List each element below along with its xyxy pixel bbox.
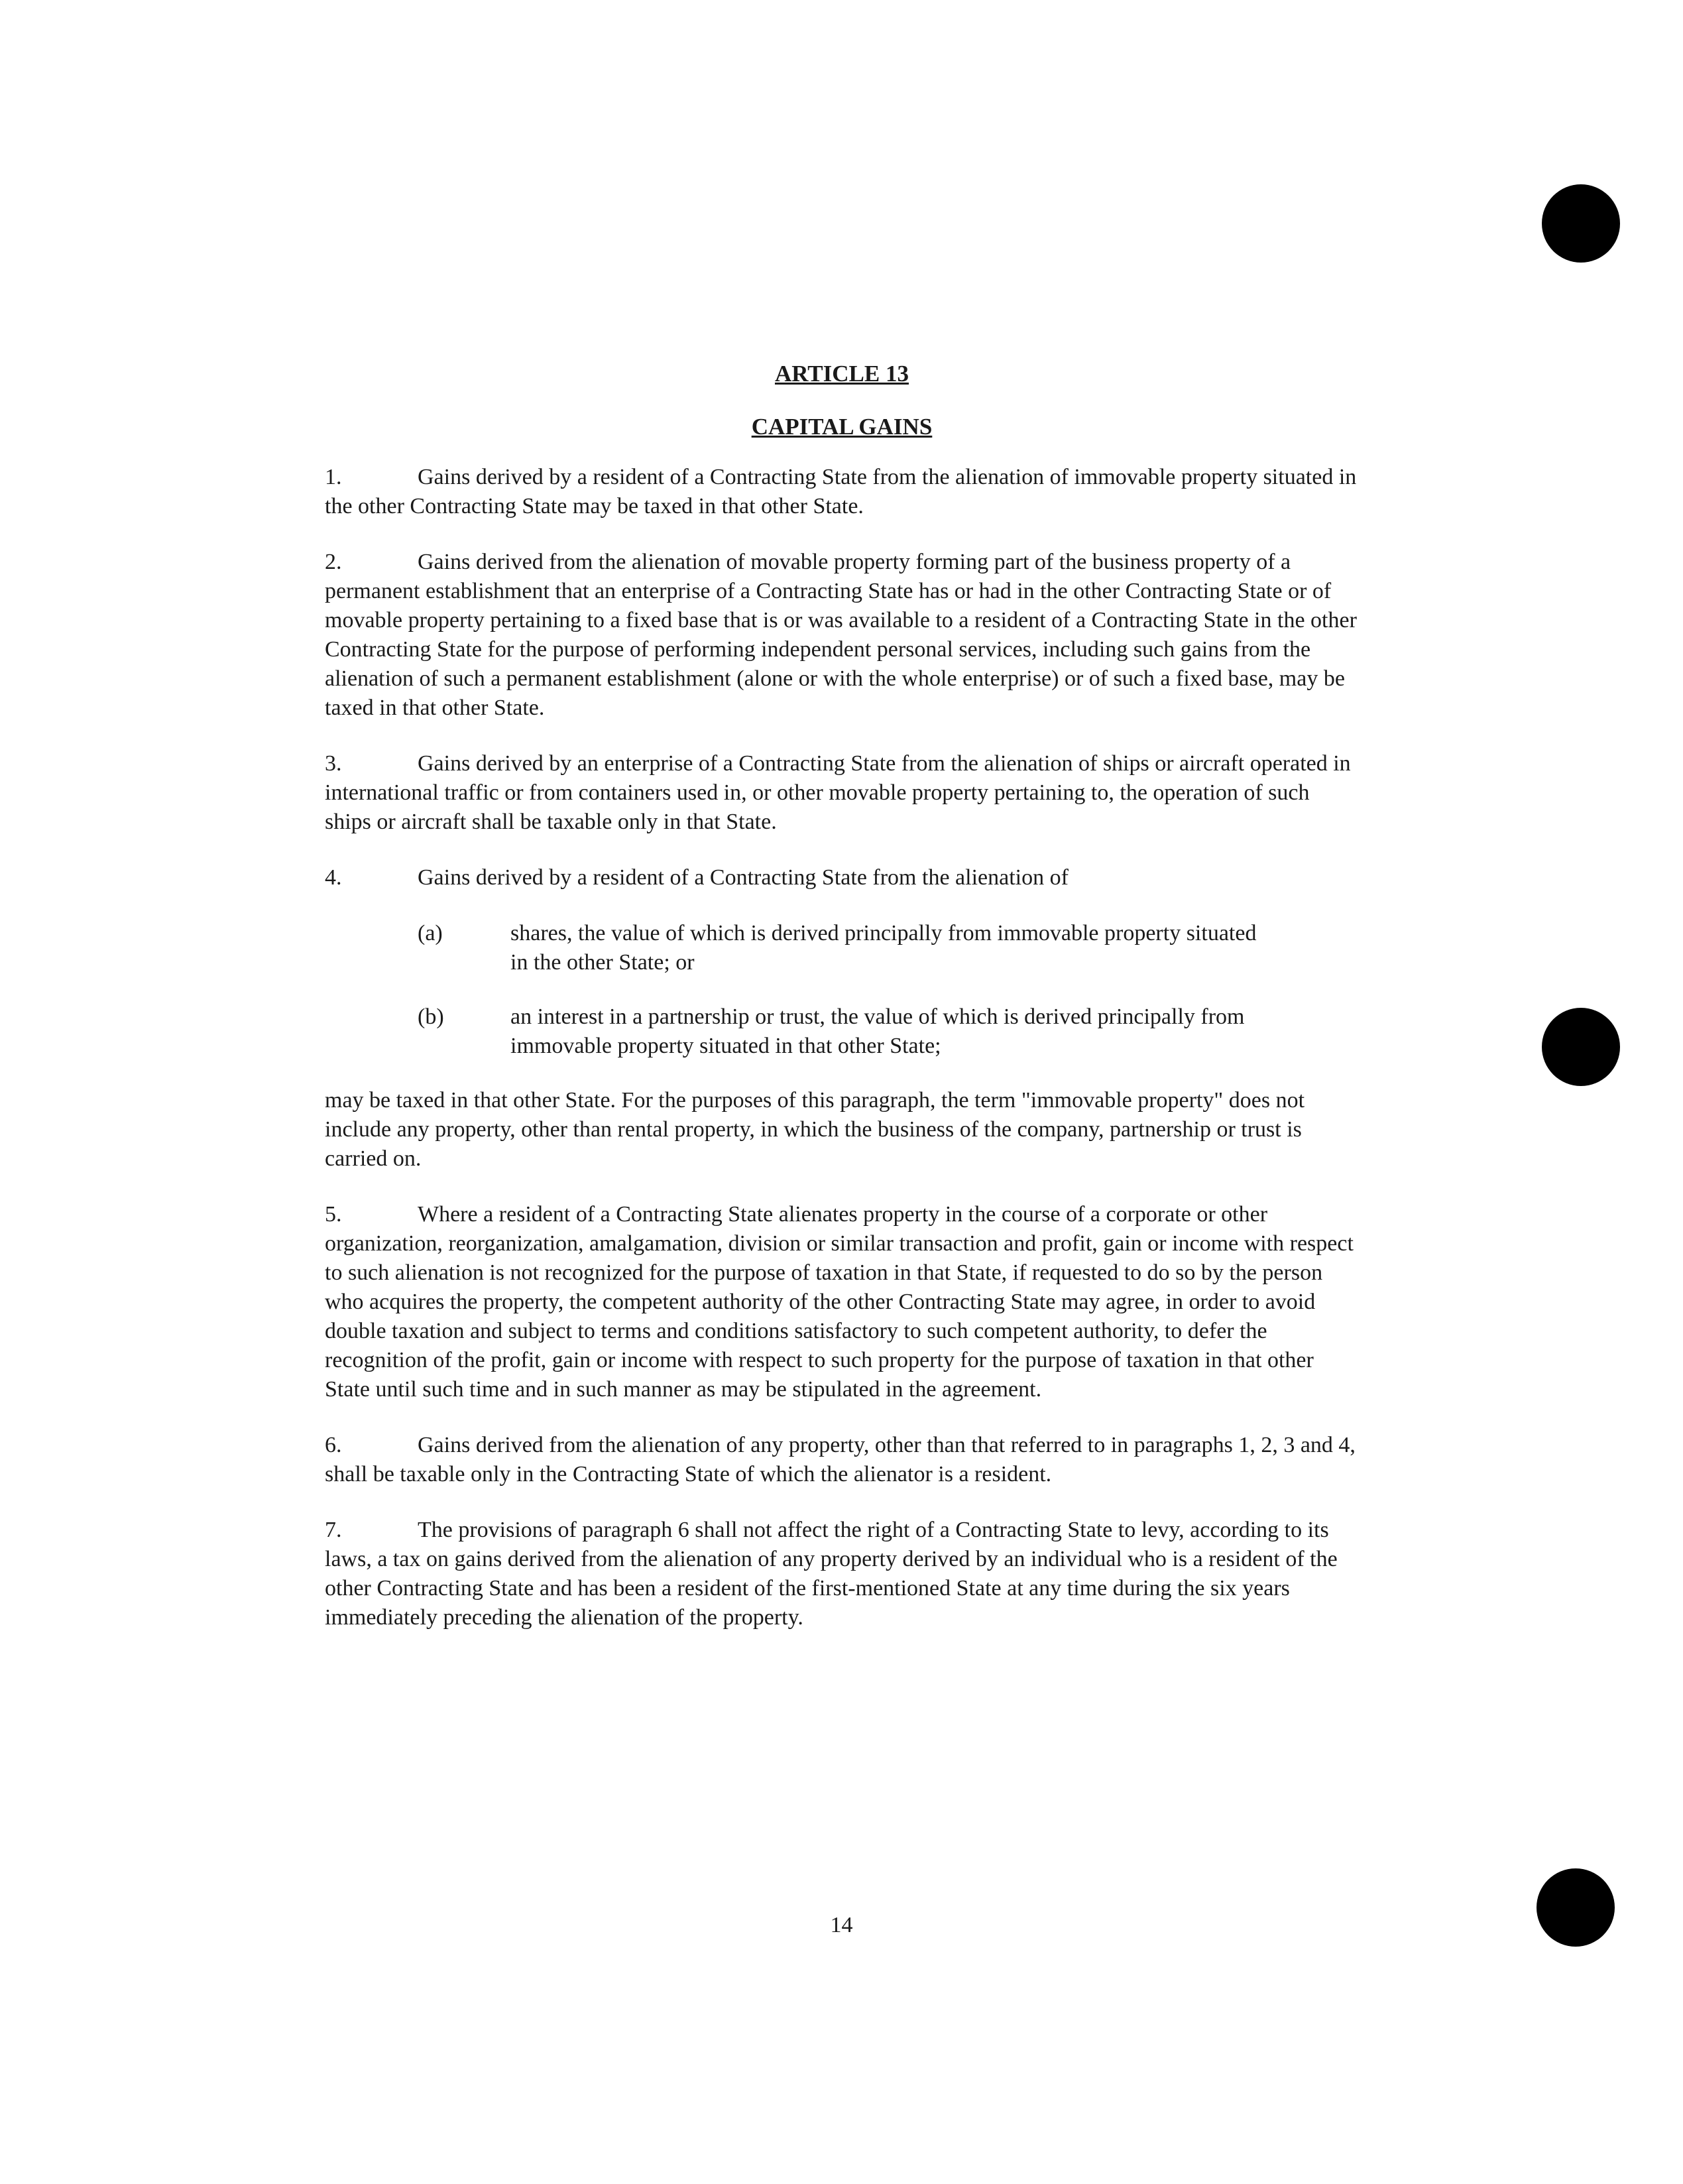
paragraph-5 — [325, 1200, 1359, 1404]
subitem-text: an interest in a partnership or trust, the value of which is derived principally from immovable property situated in that other State; — [510, 1004, 1245, 1058]
paragraph-text: Where a resident of a Contracting State alienates property in the course of a corporate or other organization, reorganization, amalgamation, division or similar transaction and profit, gain or income with respect to such alienation is not recognized for the purpose of taxation in that State, if requested to do so by the person who acquires the property, the competent authority of the other Contracting State may agree, in order to avoid double taxation and subject to terms and conditions satisfactory to such competent authority, to defer the recognition of the profit, gain or income with respect to such property for the purpose of taxation in that other State until such time and in such manner as may be stipulated in the agreement. — [325, 1202, 1354, 1402]
document-body — [325, 351, 1359, 1659]
paragraph-number: 5. — [325, 1202, 342, 1227]
paragraph-number: 3. — [325, 751, 342, 776]
paragraph-number: 7. — [325, 1518, 342, 1542]
paragraph-number: 2. — [325, 550, 342, 574]
punch-hole-middle — [1542, 1008, 1620, 1086]
paragraph-2 — [325, 548, 1359, 723]
subitem-text: shares, the value of which is derived principally from immovable property situated in the other State; or — [510, 921, 1257, 975]
section-title: CAPITAL GAINS — [751, 414, 933, 440]
subitem-letter: (b) — [418, 1004, 444, 1029]
paragraph-text: The provisions of paragraph 6 shall not affect the right of a Contracting State to levy, according to its laws, a tax on gains derived from the alienation of any property derived by an individual who is a resident of the other Contracting State and has been a resident of the first-mentioned State at any time during the six years immediately preceding the alienation of the property. — [325, 1518, 1338, 1630]
paragraph-number: 1. — [325, 465, 342, 489]
page-number: 14 — [830, 1913, 853, 1937]
paragraph-4 — [325, 863, 1359, 892]
paragraph-text: Gains derived by a resident of a Contracting State from the alienation of — [418, 865, 1069, 890]
subitem-b — [325, 1002, 1359, 1061]
paragraph-text: Gains derived from the alienation of movable property forming part of the business property of a permanent establishment that an enterprise of a Contracting State has or had in the other Contracting State or of movable property pertaining to a fixed base that is or was available to a resident of a Contracting State in the other Contracting State for the purpose of performing independent personal services, including such gains from the alienation of such a permanent establishment (alone or with the whole enterprise) or of such a fixed base, may be taxed in that other State. — [325, 550, 1357, 720]
article-title: ARTICLE 13 — [774, 361, 909, 387]
paragraph-text: Gains derived by an enterprise of a Contracting State from the alienation of ships or aircraft operated in international traffic or from containers used in, or other movable property pertaining to, the operation of such ships or aircraft shall be taxable only in that State. — [325, 751, 1351, 834]
paragraph-7 — [325, 1516, 1359, 1632]
punch-hole-top — [1542, 184, 1620, 263]
paragraph-text: Gains derived from the alienation of any property, other than that referred to in paragraphs 1, 2, 3 and 4, shall be taxable only in the Contracting State of which the alienator is a resident. — [325, 1433, 1356, 1486]
subitem-a — [325, 919, 1359, 977]
subitem-letter: (a) — [418, 921, 443, 945]
paragraph-4-tail: may be taxed in that other State. For the purposes of this paragraph, the term "immovable property" does not include any property, other than rental property, in which the business of the company, partnership or trust is carried on. — [325, 1088, 1305, 1171]
paragraph-number: 4. — [325, 865, 342, 890]
paragraph-1 — [325, 463, 1359, 521]
paragraph-text: Gains derived by a resident of a Contracting State from the alienation of immovable property situated in the other Contracting State may be taxed in that other State. — [325, 465, 1357, 518]
paragraph-3 — [325, 749, 1359, 837]
paragraph-number: 6. — [325, 1433, 342, 1457]
paragraph-6 — [325, 1431, 1359, 1489]
